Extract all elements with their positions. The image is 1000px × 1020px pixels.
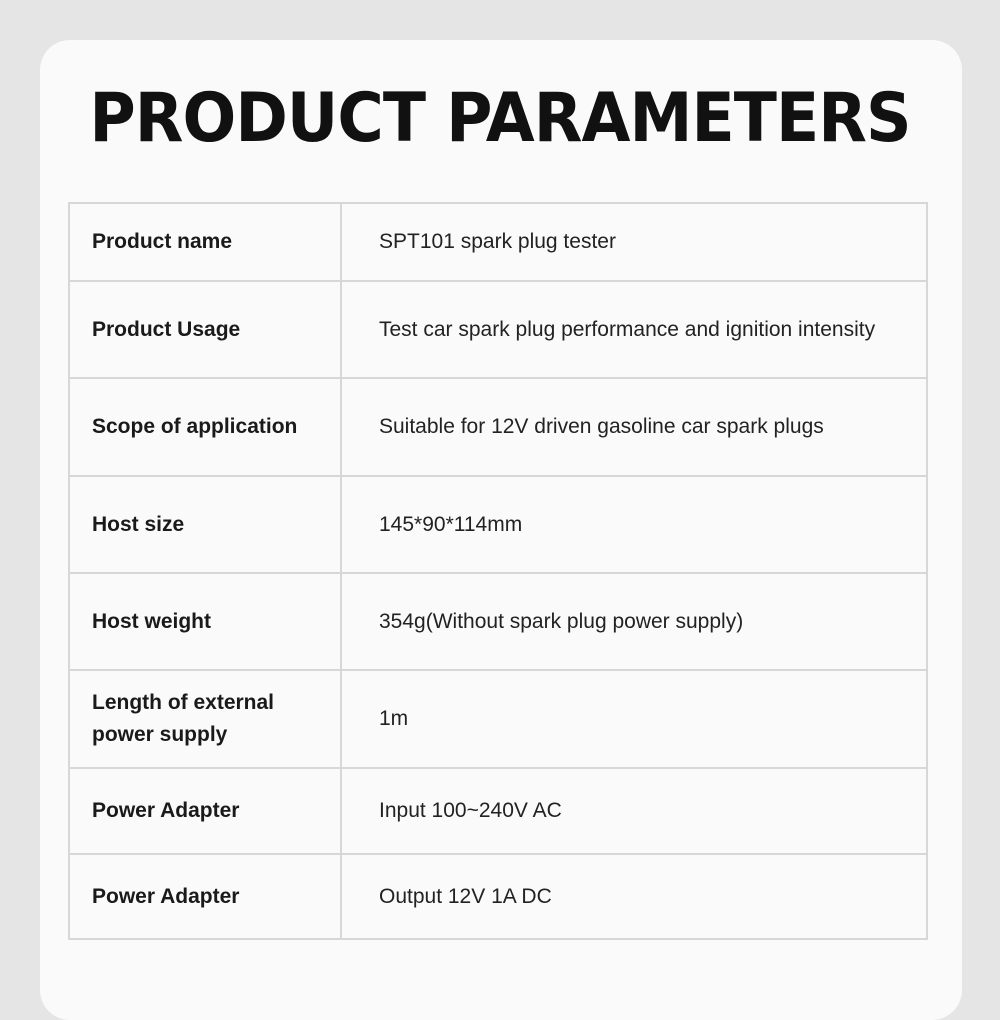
param-label: Host size (69, 476, 341, 573)
param-value: 1m (341, 670, 927, 768)
param-label: Length of external power supply (69, 670, 341, 768)
table-row (69, 768, 927, 854)
table-row (69, 378, 927, 476)
table-row (69, 670, 927, 768)
parameters-table (68, 202, 928, 940)
param-value: 145*90*114mm (341, 476, 927, 573)
param-label: Scope of application (69, 378, 341, 476)
param-label: Power Adapter (69, 768, 341, 854)
param-value: 354g(Without spark plug power supply) (341, 573, 927, 670)
param-label: Power Adapter (69, 854, 341, 939)
param-label: Host weight (69, 573, 341, 670)
param-label: Product Usage (69, 281, 341, 378)
table-row (69, 281, 927, 378)
table-row (69, 203, 927, 281)
page-title: PRODUCT PARAMETERS (89, 79, 911, 158)
param-value: Suitable for 12V driven gasoline car spark plugs (341, 378, 927, 476)
table-row (69, 573, 927, 670)
table-row (69, 854, 927, 939)
param-label: Product name (69, 203, 341, 281)
param-value: Test car spark plug performance and ignition intensity (341, 281, 927, 378)
param-value: Input 100~240V AC (341, 768, 927, 854)
param-value: Output 12V 1A DC (341, 854, 927, 939)
table-row (69, 476, 927, 573)
param-value: SPT101 spark plug tester (341, 203, 927, 281)
